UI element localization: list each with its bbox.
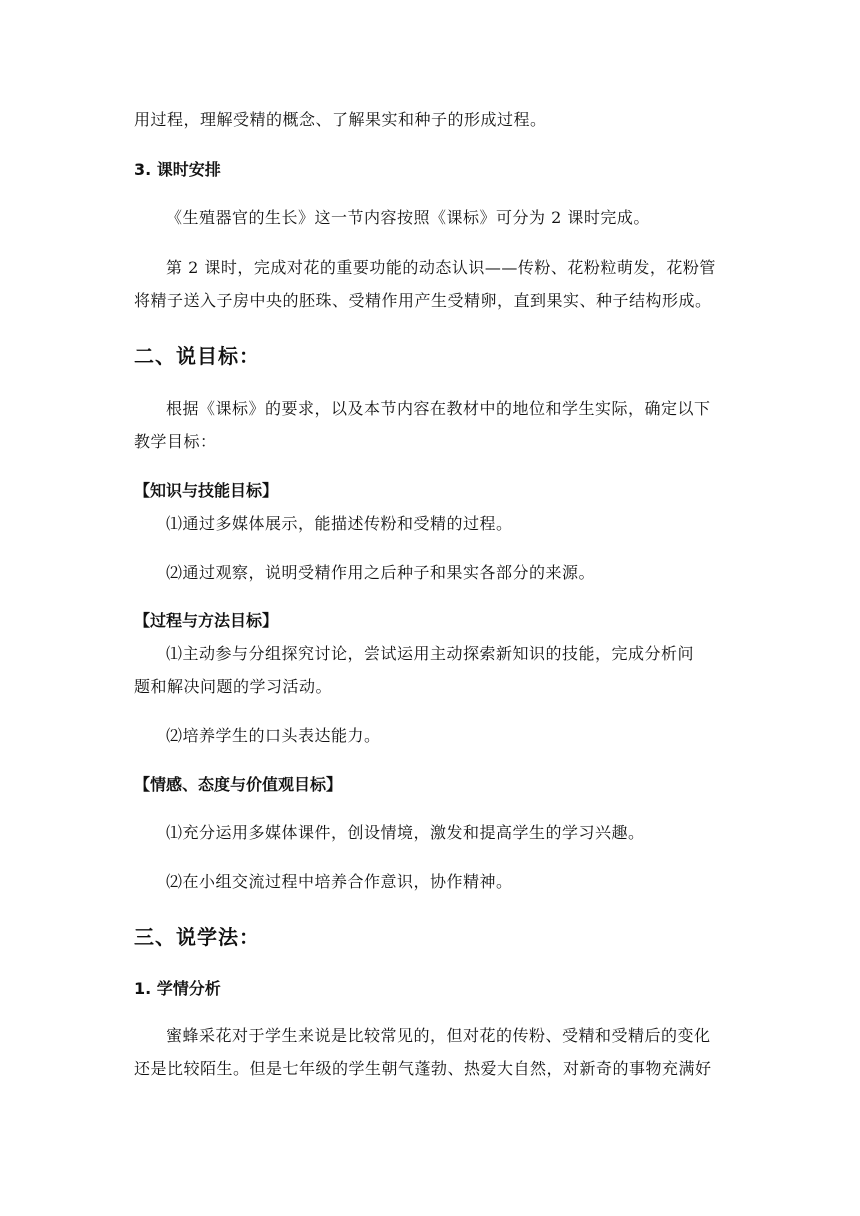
bracket-heading-process: 【过程与方法目标】 [134,611,279,630]
list-item: ⑴充分运用多媒体课件，创设情境，激发和提高学生的学习兴趣。 [166,823,645,842]
list-item: ⑵培养学生的口头表达能力。 [166,726,381,745]
paragraph-line: 用过程，理解受精的概念、了解果实和种子的形成过程。 [134,110,547,129]
paragraph-line: 将精子送入子房中央的胚珠、受精作用产生受精卵，直到果实、种子结构形成。 [134,291,712,310]
list-item: ⑵在小组交流过程中培养合作意识，协作精神。 [166,872,513,891]
subheading-class-schedule: 3. 课时安排 [134,160,221,179]
list-item: ⑵通过观察，说明受精作用之后种子和果实各部分的来源。 [166,563,596,582]
list-item: ⑴主动参与分组探究讨论，尝试运用主动探索新知识的技能，完成分析问 [166,644,695,663]
paragraph-line: 第 2 课时，完成对花的重要功能的动态认识——传粉、花粉粒萌发，花粉管 [166,258,716,277]
paragraph-line: 蜜蜂采花对于学生来说是比较常见的，但对花的传粉、受精和受精后的变化 [166,1026,711,1045]
subheading-student-analysis: 1. 学情分析 [134,979,221,998]
section-heading-learning-methods: 三、说学法： [134,925,260,949]
list-item: ⑴通过多媒体展示，能描述传粉和受精的过程。 [166,514,513,533]
paragraph-line: 根据《课标》的要求，以及本节内容在教材中的地位和学生实际，确定以下 [166,399,711,418]
list-item-continuation: 题和解决问题的学习活动。 [134,677,333,696]
paragraph-line: 还是比较陌生。但是七年级的学生朝气蓬勃、热爱大自然，对新奇的事物充满好 [134,1059,712,1078]
paragraph-line: 《生殖器官的生长》这一节内容按照《课标》可分为 2 课时完成。 [166,208,650,227]
bracket-heading-attitude: 【情感、态度与价值观目标】 [134,775,343,794]
section-heading-objectives: 二、说目标： [134,344,260,368]
bracket-heading-knowledge: 【知识与技能目标】 [134,481,279,500]
paragraph-line: 教学目标： [134,432,217,451]
